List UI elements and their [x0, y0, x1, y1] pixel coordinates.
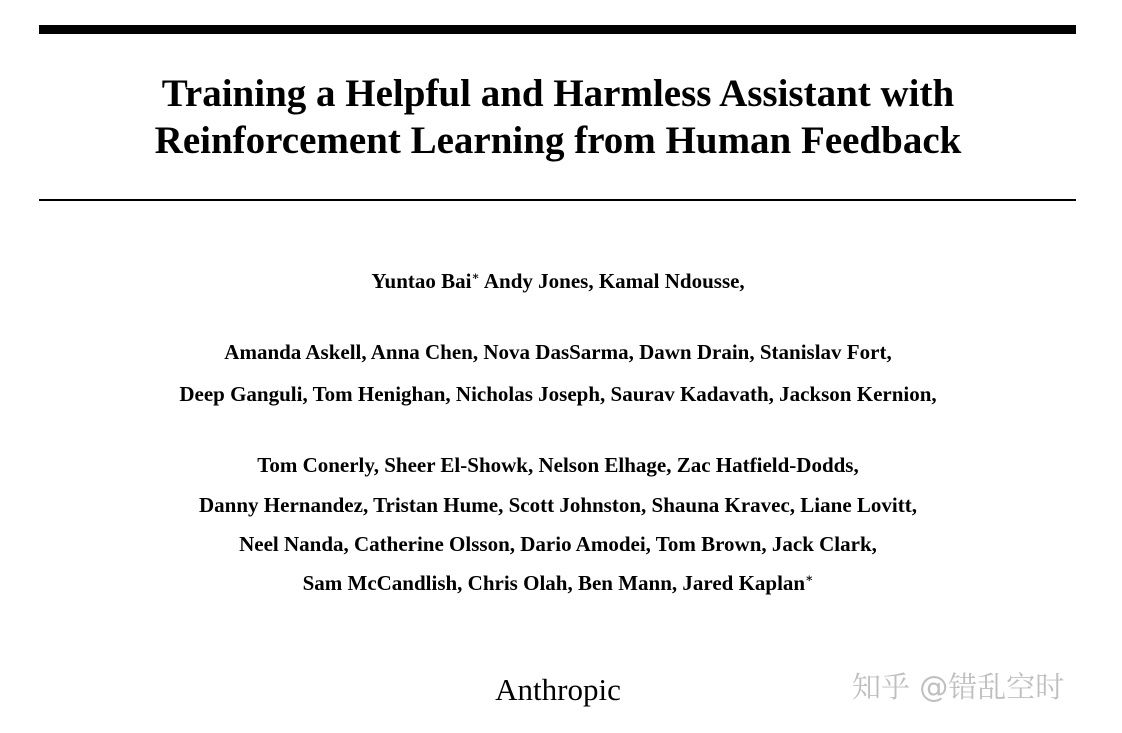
- author-line-4: Tom Conerly, Sheer El-Showk, Nelson Elhage, Zac Hatfield-Dodds,: [257, 453, 859, 477]
- top-rule: [39, 25, 1076, 34]
- paper-title: [0, 70, 1116, 164]
- footnote-mark: ∗: [471, 269, 480, 283]
- author-line-3: Deep Ganguli, Tom Henighan, Nicholas Joseph, Saurav Kadavath, Jackson Kernion,: [179, 382, 937, 406]
- author-line-6: Neel Nanda, Catherine Olsson, Dario Amodei, Tom Brown, Jack Clark,: [239, 532, 877, 556]
- title-bottom-rule: [39, 199, 1076, 201]
- author-line-2: Amanda Askell, Anna Chen, Nova DasSarma, Dawn Drain, Stanislav Fort,: [224, 340, 892, 364]
- author-line-7: Sam McCandlish, Chris Olah, Ben Mann, Jared Kaplan∗: [302, 571, 814, 595]
- title-line-2: Reinforcement Learning from Human Feedback: [154, 119, 962, 162]
- title-line-1: Training a Helpful and Harmless Assistant with: [161, 72, 955, 115]
- author-line-5: Danny Hernandez, Tristan Hume, Scott Johnston, Shauna Kravec, Liane Lovitt,: [199, 493, 917, 517]
- footnote-mark: ∗: [805, 571, 814, 585]
- author-line-1: Yuntao Bai∗ Andy Jones, Kamal Ndousse,: [371, 269, 745, 293]
- affiliation: Anthropic: [495, 672, 621, 707]
- watermark-text: 知乎 @错乱空时: [852, 670, 1065, 704]
